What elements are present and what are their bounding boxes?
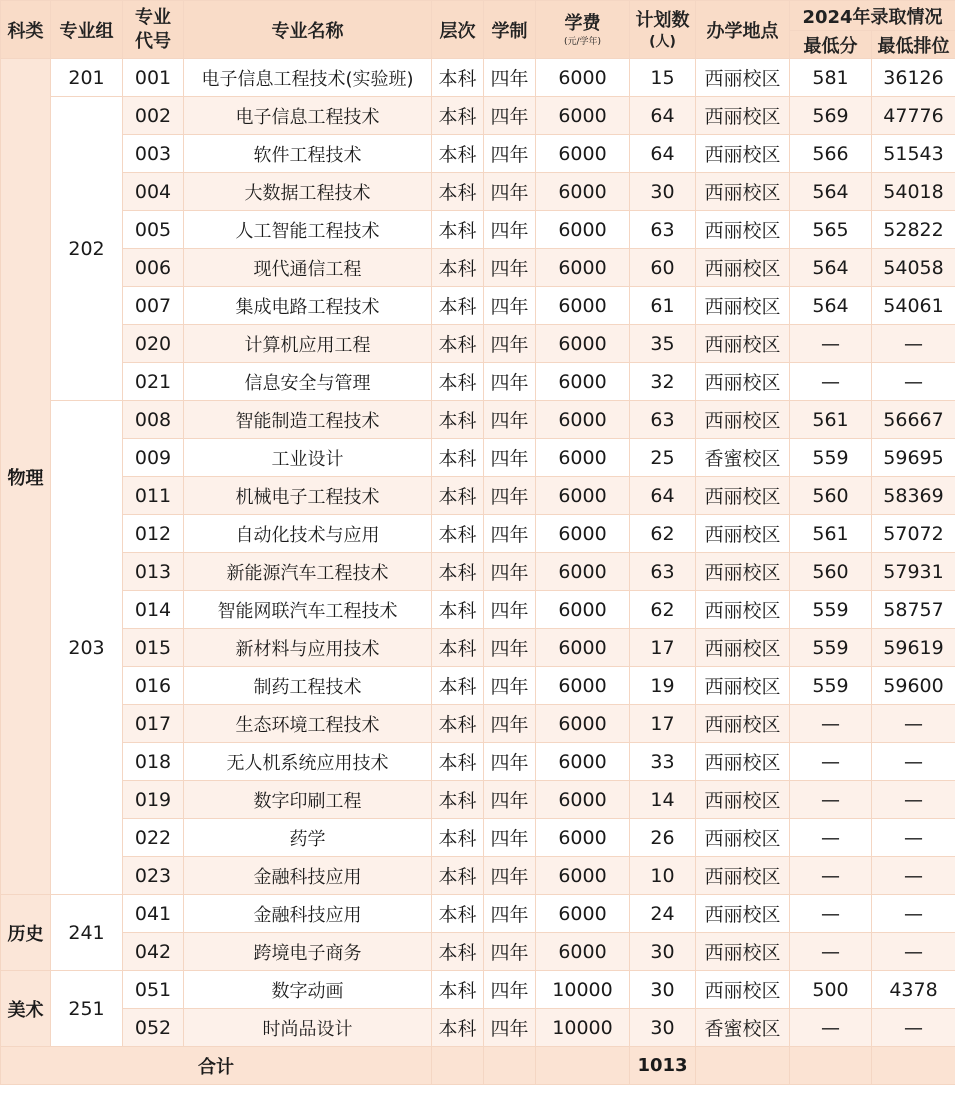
- plan-count-cell: 30: [630, 971, 696, 1009]
- min-score-cell: 560: [790, 553, 872, 591]
- min-score-cell: 564: [790, 287, 872, 325]
- campus-cell: 西丽校区: [696, 211, 790, 249]
- degree-level-cell: 本科: [432, 1009, 484, 1047]
- degree-level-cell: 本科: [432, 401, 484, 439]
- campus-cell: 西丽校区: [696, 743, 790, 781]
- header-plan: [630, 1, 696, 59]
- tuition-fee-cell: 10000: [536, 1009, 630, 1047]
- major-code-cell: 011: [123, 477, 184, 515]
- major-code-cell: 017: [123, 705, 184, 743]
- plan-count-cell: 61: [630, 287, 696, 325]
- min-rank-cell: 52822: [872, 211, 955, 249]
- major-name-cell: 数字动画: [184, 971, 432, 1009]
- major-name-cell: 生态环境工程技术: [184, 705, 432, 743]
- plan-count-cell: 32: [630, 363, 696, 401]
- major-code-cell: 019: [123, 781, 184, 819]
- header-group: 专业组: [51, 1, 123, 59]
- major-name-cell: 跨境电子商务: [184, 933, 432, 971]
- study-duration-cell: 四年: [484, 59, 536, 97]
- study-duration-cell: 四年: [484, 781, 536, 819]
- table-row: [1, 173, 955, 211]
- header-code-line1: 专业: [135, 6, 171, 28]
- header-fee-unit: (元/学年): [563, 36, 602, 47]
- study-duration-cell: 四年: [484, 173, 536, 211]
- min-rank-cell: 54058: [872, 249, 955, 287]
- degree-level-cell: 本科: [432, 515, 484, 553]
- min-rank-cell: —: [872, 895, 955, 933]
- table-header: [1, 1, 955, 59]
- min-score-cell: —: [790, 363, 872, 401]
- study-duration-cell: 四年: [484, 363, 536, 401]
- degree-level-cell: 本科: [432, 629, 484, 667]
- campus-cell: 西丽校区: [696, 97, 790, 135]
- tuition-fee-cell: 6000: [536, 591, 630, 629]
- campus-cell: 西丽校区: [696, 667, 790, 705]
- min-score-cell: 560: [790, 477, 872, 515]
- tuition-fee-cell: 6000: [536, 743, 630, 781]
- header-fee: [536, 1, 630, 59]
- min-score-cell: —: [790, 1009, 872, 1047]
- min-rank-cell: 54018: [872, 173, 955, 211]
- campus-cell: 西丽校区: [696, 363, 790, 401]
- campus-cell: 西丽校区: [696, 933, 790, 971]
- min-rank-cell: —: [872, 743, 955, 781]
- min-score-cell: —: [790, 781, 872, 819]
- campus-cell: 西丽校区: [696, 553, 790, 591]
- table-footer: [1, 1047, 955, 1085]
- min-score-cell: —: [790, 895, 872, 933]
- header-campus: 办学地点: [696, 1, 790, 59]
- major-name-cell: 时尚品设计: [184, 1009, 432, 1047]
- study-duration-cell: 四年: [484, 629, 536, 667]
- table-row: [1, 439, 955, 477]
- header-plan-label: 计划数: [635, 9, 690, 31]
- total-empty-cell: [484, 1047, 536, 1085]
- study-duration-cell: 四年: [484, 933, 536, 971]
- min-rank-cell: —: [872, 819, 955, 857]
- group-cell: 201: [51, 59, 123, 97]
- total-empty-cell: [536, 1047, 630, 1085]
- header-code-line2: 代号: [135, 30, 171, 52]
- min-score-cell: 561: [790, 515, 872, 553]
- header-duration: 学制: [484, 1, 536, 59]
- tuition-fee-cell: 6000: [536, 173, 630, 211]
- tuition-fee-cell: 6000: [536, 819, 630, 857]
- table-row: [1, 591, 955, 629]
- major-code-cell: 015: [123, 629, 184, 667]
- tuition-fee-cell: 6000: [536, 515, 630, 553]
- table-row: [1, 743, 955, 781]
- min-rank-cell: 47776: [872, 97, 955, 135]
- study-duration-cell: 四年: [484, 401, 536, 439]
- tuition-fee-cell: 6000: [536, 857, 630, 895]
- table-row: [1, 857, 955, 895]
- table-row: [1, 971, 955, 1009]
- plan-count-cell: 14: [630, 781, 696, 819]
- major-code-cell: 001: [123, 59, 184, 97]
- plan-count-cell: 62: [630, 591, 696, 629]
- header-code: [123, 1, 184, 59]
- campus-cell: 西丽校区: [696, 401, 790, 439]
- table-body: [1, 59, 955, 1047]
- table-row: [1, 895, 955, 933]
- group-cell: 241: [51, 895, 123, 971]
- major-name-cell: 人工智能工程技术: [184, 211, 432, 249]
- campus-cell: 西丽校区: [696, 781, 790, 819]
- table-row: [1, 819, 955, 857]
- major-name-cell: 机械电子工程技术: [184, 477, 432, 515]
- degree-level-cell: 本科: [432, 933, 484, 971]
- campus-cell: 西丽校区: [696, 173, 790, 211]
- study-duration-cell: 四年: [484, 249, 536, 287]
- campus-cell: 西丽校区: [696, 971, 790, 1009]
- min-rank-cell: 51543: [872, 135, 955, 173]
- major-name-cell: 工业设计: [184, 439, 432, 477]
- campus-cell: 西丽校区: [696, 705, 790, 743]
- study-duration-cell: 四年: [484, 743, 536, 781]
- plan-count-cell: 60: [630, 249, 696, 287]
- min-score-cell: 569: [790, 97, 872, 135]
- major-name-cell: 自动化技术与应用: [184, 515, 432, 553]
- min-score-cell: —: [790, 819, 872, 857]
- degree-level-cell: 本科: [432, 439, 484, 477]
- degree-level-cell: 本科: [432, 667, 484, 705]
- table-row: [1, 1009, 955, 1047]
- degree-level-cell: 本科: [432, 325, 484, 363]
- study-duration-cell: 四年: [484, 667, 536, 705]
- major-name-cell: 集成电路工程技术: [184, 287, 432, 325]
- table-row: [1, 325, 955, 363]
- min-score-cell: 565: [790, 211, 872, 249]
- group-cell: 202: [51, 97, 123, 401]
- plan-count-cell: 15: [630, 59, 696, 97]
- plan-count-cell: 64: [630, 477, 696, 515]
- major-code-cell: 007: [123, 287, 184, 325]
- tuition-fee-cell: 6000: [536, 705, 630, 743]
- major-code-cell: 003: [123, 135, 184, 173]
- tuition-fee-cell: 6000: [536, 781, 630, 819]
- min-score-cell: 559: [790, 667, 872, 705]
- table-row: [1, 629, 955, 667]
- tuition-fee-cell: 6000: [536, 211, 630, 249]
- degree-level-cell: 本科: [432, 211, 484, 249]
- campus-cell: 西丽校区: [696, 325, 790, 363]
- degree-level-cell: 本科: [432, 743, 484, 781]
- header-fee-label: 学费: [564, 12, 601, 34]
- total-empty-cell: [790, 1047, 872, 1085]
- major-name-cell: 新材料与应用技术: [184, 629, 432, 667]
- major-code-cell: 009: [123, 439, 184, 477]
- major-name-cell: 金融科技应用: [184, 895, 432, 933]
- plan-count-cell: 64: [630, 97, 696, 135]
- major-code-cell: 002: [123, 97, 184, 135]
- major-code-cell: 021: [123, 363, 184, 401]
- major-code-cell: 014: [123, 591, 184, 629]
- min-score-cell: 566: [790, 135, 872, 173]
- study-duration-cell: 四年: [484, 211, 536, 249]
- min-score-cell: 559: [790, 629, 872, 667]
- major-code-cell: 006: [123, 249, 184, 287]
- plan-count-cell: 62: [630, 515, 696, 553]
- campus-cell: 西丽校区: [696, 477, 790, 515]
- tuition-fee-cell: 6000: [536, 401, 630, 439]
- plan-count-cell: 10: [630, 857, 696, 895]
- degree-level-cell: 本科: [432, 135, 484, 173]
- tuition-fee-cell: 6000: [536, 477, 630, 515]
- min-rank-cell: 36126: [872, 59, 955, 97]
- study-duration-cell: 四年: [484, 819, 536, 857]
- major-code-cell: 005: [123, 211, 184, 249]
- major-name-cell: 现代通信工程: [184, 249, 432, 287]
- study-duration-cell: 四年: [484, 97, 536, 135]
- degree-level-cell: 本科: [432, 477, 484, 515]
- plan-count-cell: 30: [630, 1009, 696, 1047]
- major-name-cell: 大数据工程技术: [184, 173, 432, 211]
- plan-count-cell: 33: [630, 743, 696, 781]
- tuition-fee-cell: 6000: [536, 97, 630, 135]
- major-name-cell: 药学: [184, 819, 432, 857]
- major-name-cell: 数字印刷工程: [184, 781, 432, 819]
- major-name-cell: 智能制造工程技术: [184, 401, 432, 439]
- study-duration-cell: 四年: [484, 287, 536, 325]
- table-row: [1, 363, 955, 401]
- min-rank-cell: 54061: [872, 287, 955, 325]
- degree-level-cell: 本科: [432, 819, 484, 857]
- total-plan: 1013: [630, 1047, 696, 1085]
- plan-count-cell: 24: [630, 895, 696, 933]
- campus-cell: 西丽校区: [696, 249, 790, 287]
- study-duration-cell: 四年: [484, 971, 536, 1009]
- min-score-cell: 564: [790, 173, 872, 211]
- table-row: [1, 933, 955, 971]
- min-rank-cell: —: [872, 781, 955, 819]
- major-code-cell: 022: [123, 819, 184, 857]
- major-code-cell: 012: [123, 515, 184, 553]
- major-code-cell: 051: [123, 971, 184, 1009]
- min-score-cell: —: [790, 325, 872, 363]
- plan-count-cell: 63: [630, 553, 696, 591]
- min-rank-cell: —: [872, 857, 955, 895]
- tuition-fee-cell: 6000: [536, 629, 630, 667]
- major-code-cell: 020: [123, 325, 184, 363]
- min-rank-cell: 57072: [872, 515, 955, 553]
- campus-cell: 西丽校区: [696, 895, 790, 933]
- min-score-cell: —: [790, 933, 872, 971]
- min-score-cell: 559: [790, 439, 872, 477]
- table-row: [1, 553, 955, 591]
- campus-cell: 西丽校区: [696, 629, 790, 667]
- degree-level-cell: 本科: [432, 895, 484, 933]
- min-rank-cell: —: [872, 1009, 955, 1047]
- major-code-cell: 023: [123, 857, 184, 895]
- study-duration-cell: 四年: [484, 135, 536, 173]
- table-row: [1, 211, 955, 249]
- degree-level-cell: 本科: [432, 97, 484, 135]
- header-admission: 2024年录取情况: [790, 1, 955, 31]
- major-code-cell: 016: [123, 667, 184, 705]
- campus-cell: 西丽校区: [696, 135, 790, 173]
- total-empty-cell: [432, 1047, 484, 1085]
- plan-count-cell: 64: [630, 135, 696, 173]
- campus-cell: 西丽校区: [696, 515, 790, 553]
- table-row: [1, 705, 955, 743]
- campus-cell: 西丽校区: [696, 857, 790, 895]
- min-rank-cell: —: [872, 363, 955, 401]
- tuition-fee-cell: 6000: [536, 895, 630, 933]
- degree-level-cell: 本科: [432, 363, 484, 401]
- campus-cell: 香蜜校区: [696, 1009, 790, 1047]
- min-rank-cell: 59695: [872, 439, 955, 477]
- major-code-cell: 013: [123, 553, 184, 591]
- total-row: [1, 1047, 955, 1085]
- major-name-cell: 新能源汽车工程技术: [184, 553, 432, 591]
- major-name-cell: 软件工程技术: [184, 135, 432, 173]
- min-rank-cell: 59619: [872, 629, 955, 667]
- group-cell: 203: [51, 401, 123, 895]
- table-row: [1, 59, 955, 97]
- header-subject: 科类: [1, 1, 51, 59]
- plan-count-cell: 25: [630, 439, 696, 477]
- min-score-cell: 500: [790, 971, 872, 1009]
- tuition-fee-cell: 6000: [536, 135, 630, 173]
- major-name-cell: 金融科技应用: [184, 857, 432, 895]
- tuition-fee-cell: 6000: [536, 439, 630, 477]
- study-duration-cell: 四年: [484, 857, 536, 895]
- major-name-cell: 无人机系统应用技术: [184, 743, 432, 781]
- study-duration-cell: 四年: [484, 477, 536, 515]
- header-min-score: 最低分: [790, 31, 872, 59]
- table-row: [1, 249, 955, 287]
- major-name-cell: 智能网联汽车工程技术: [184, 591, 432, 629]
- degree-level-cell: 本科: [432, 249, 484, 287]
- min-score-cell: —: [790, 857, 872, 895]
- plan-count-cell: 63: [630, 401, 696, 439]
- table-row: [1, 135, 955, 173]
- table-row: [1, 477, 955, 515]
- min-rank-cell: 58369: [872, 477, 955, 515]
- table-row: [1, 97, 955, 135]
- degree-level-cell: 本科: [432, 971, 484, 1009]
- major-name-cell: 电子信息工程技术: [184, 97, 432, 135]
- min-rank-cell: 56667: [872, 401, 955, 439]
- major-code-cell: 042: [123, 933, 184, 971]
- group-cell: 251: [51, 971, 123, 1047]
- plan-count-cell: 30: [630, 933, 696, 971]
- plan-count-cell: 26: [630, 819, 696, 857]
- major-name-cell: 信息安全与管理: [184, 363, 432, 401]
- major-name-cell: 计算机应用工程: [184, 325, 432, 363]
- degree-level-cell: 本科: [432, 553, 484, 591]
- total-empty-cell: [696, 1047, 790, 1085]
- major-code-cell: 041: [123, 895, 184, 933]
- major-name-cell: 制药工程技术: [184, 667, 432, 705]
- table-row: [1, 401, 955, 439]
- degree-level-cell: 本科: [432, 287, 484, 325]
- study-duration-cell: 四年: [484, 553, 536, 591]
- header-name: 专业名称: [184, 1, 432, 59]
- campus-cell: 香蜜校区: [696, 439, 790, 477]
- major-code-cell: 008: [123, 401, 184, 439]
- study-duration-cell: 四年: [484, 325, 536, 363]
- major-name-cell: 电子信息工程技术(实验班): [184, 59, 432, 97]
- min-rank-cell: 57931: [872, 553, 955, 591]
- degree-level-cell: 本科: [432, 705, 484, 743]
- campus-cell: 西丽校区: [696, 287, 790, 325]
- study-duration-cell: 四年: [484, 439, 536, 477]
- degree-level-cell: 本科: [432, 173, 484, 211]
- degree-level-cell: 本科: [432, 857, 484, 895]
- min-rank-cell: 59600: [872, 667, 955, 705]
- total-label: 合计: [1, 1047, 432, 1085]
- study-duration-cell: 四年: [484, 591, 536, 629]
- header-plan-unit: (人): [649, 33, 676, 50]
- plan-count-cell: 35: [630, 325, 696, 363]
- tuition-fee-cell: 6000: [536, 933, 630, 971]
- plan-count-cell: 17: [630, 705, 696, 743]
- campus-cell: 西丽校区: [696, 59, 790, 97]
- total-empty-cell: [872, 1047, 955, 1085]
- campus-cell: 西丽校区: [696, 591, 790, 629]
- plan-count-cell: 30: [630, 173, 696, 211]
- tuition-fee-cell: 6000: [536, 553, 630, 591]
- plan-count-cell: 19: [630, 667, 696, 705]
- min-rank-cell: 4378: [872, 971, 955, 1009]
- study-duration-cell: 四年: [484, 1009, 536, 1047]
- min-rank-cell: 58757: [872, 591, 955, 629]
- major-code-cell: 018: [123, 743, 184, 781]
- min-rank-cell: —: [872, 705, 955, 743]
- tuition-fee-cell: 6000: [536, 287, 630, 325]
- study-duration-cell: 四年: [484, 895, 536, 933]
- subject-cell: 物理: [1, 59, 51, 895]
- table-row: [1, 515, 955, 553]
- subject-cell: 美术: [1, 971, 51, 1047]
- tuition-fee-cell: 6000: [536, 59, 630, 97]
- degree-level-cell: 本科: [432, 781, 484, 819]
- header-level: 层次: [432, 1, 484, 59]
- min-score-cell: —: [790, 743, 872, 781]
- min-score-cell: 561: [790, 401, 872, 439]
- study-duration-cell: 四年: [484, 515, 536, 553]
- tuition-fee-cell: 6000: [536, 249, 630, 287]
- min-rank-cell: —: [872, 325, 955, 363]
- table-row: [1, 667, 955, 705]
- degree-level-cell: 本科: [432, 59, 484, 97]
- table-row: [1, 781, 955, 819]
- campus-cell: 西丽校区: [696, 819, 790, 857]
- tuition-fee-cell: 6000: [536, 363, 630, 401]
- major-code-cell: 052: [123, 1009, 184, 1047]
- plan-count-cell: 17: [630, 629, 696, 667]
- degree-level-cell: 本科: [432, 591, 484, 629]
- min-rank-cell: —: [872, 933, 955, 971]
- tuition-fee-cell: 6000: [536, 325, 630, 363]
- plan-count-cell: 63: [630, 211, 696, 249]
- min-score-cell: 564: [790, 249, 872, 287]
- min-score-cell: 559: [790, 591, 872, 629]
- major-code-cell: 004: [123, 173, 184, 211]
- tuition-fee-cell: 6000: [536, 667, 630, 705]
- min-score-cell: 581: [790, 59, 872, 97]
- header-min-rank: 最低排位: [872, 31, 955, 59]
- tuition-fee-cell: 10000: [536, 971, 630, 1009]
- study-duration-cell: 四年: [484, 705, 536, 743]
- subject-cell: 历史: [1, 895, 51, 971]
- min-score-cell: —: [790, 705, 872, 743]
- table-row: [1, 287, 955, 325]
